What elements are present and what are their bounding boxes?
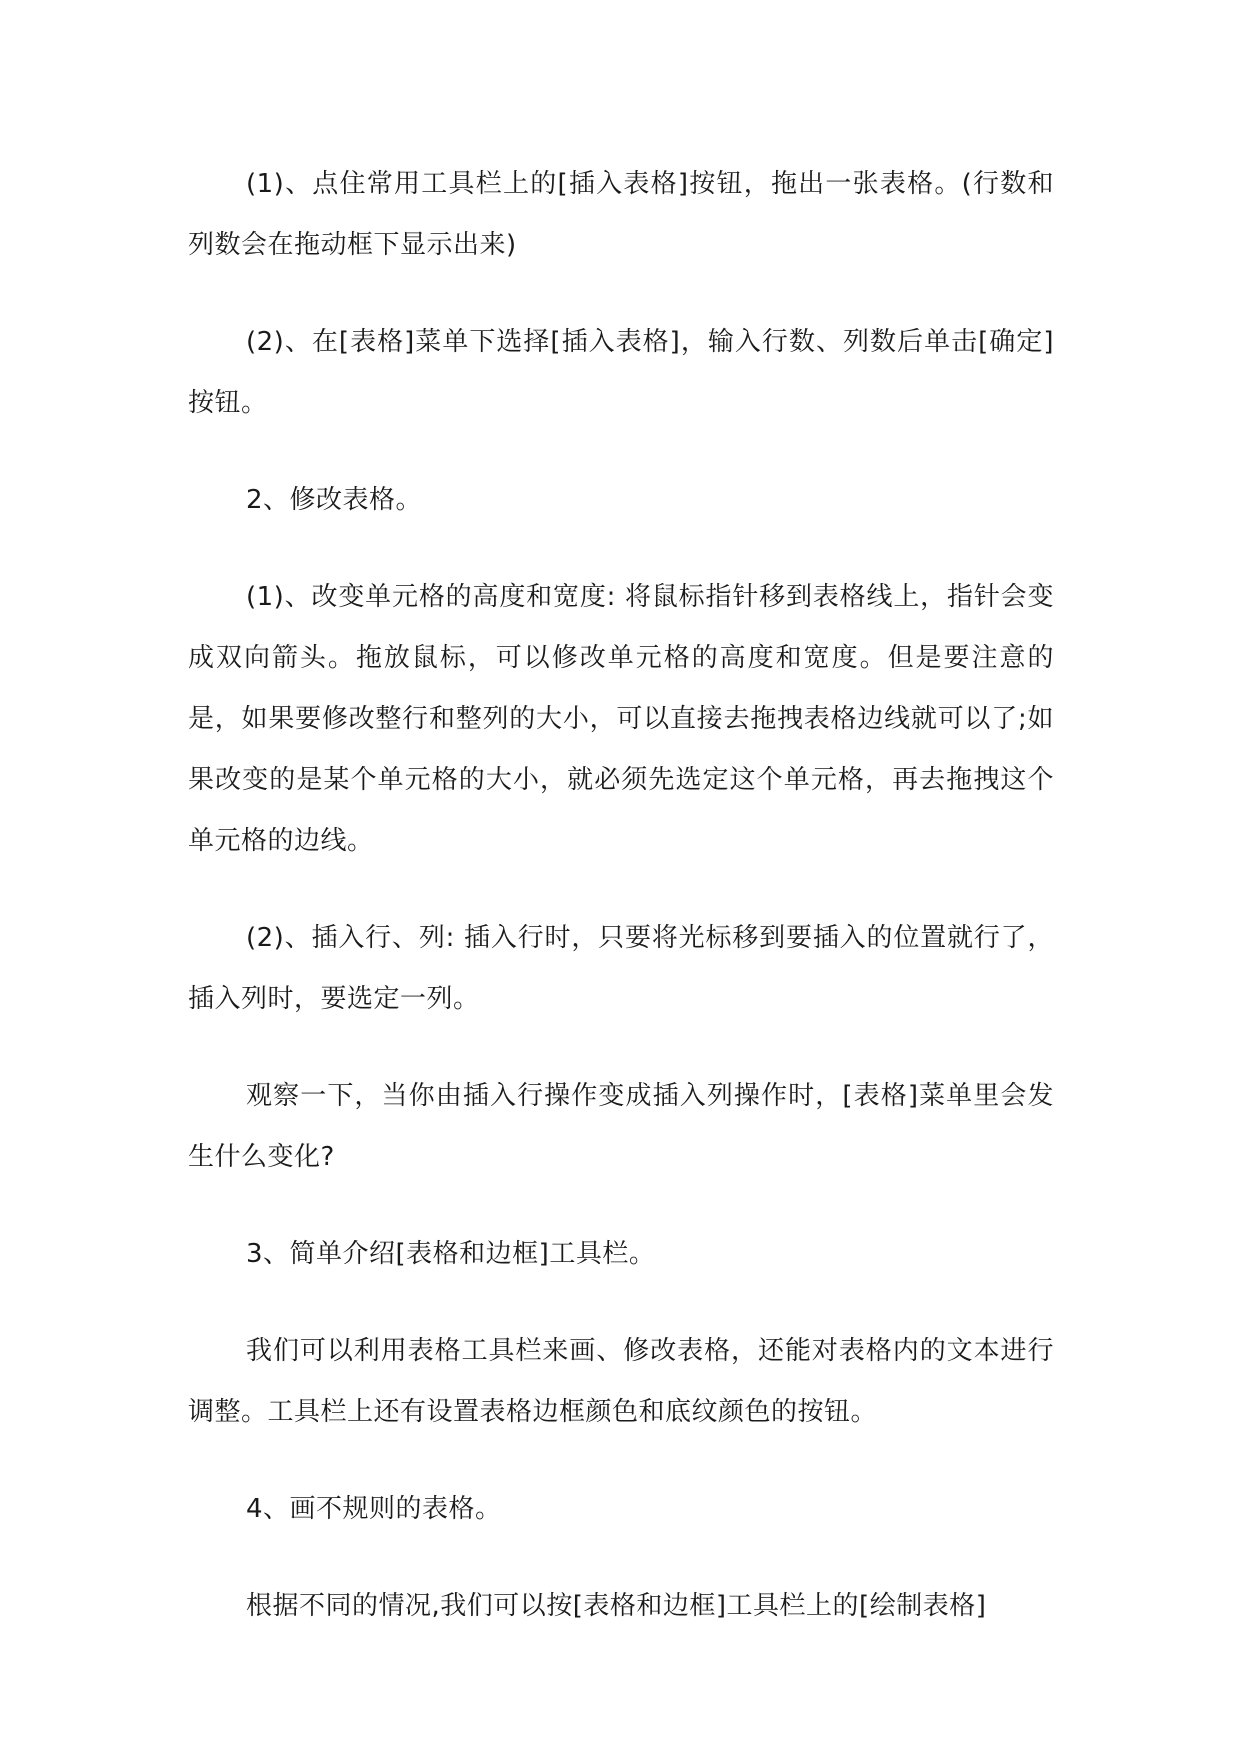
paragraph-observe-menu: 观察一下，当你由插入行操作变成插入列操作时，[表格]菜单里会发生什么变化? xyxy=(188,1081,1054,1172)
document-page xyxy=(188,154,1054,1673)
heading-modify-table: 2、修改表格。 xyxy=(246,485,423,515)
paragraph-draw-table: 根据不同的情况,我们可以按[表格和边框]工具栏上的[绘制表格] xyxy=(246,1591,987,1621)
paragraph-insert-table-menu: (2)、在[表格]菜单下选择[插入表格]，输入行数、列数后单击[确定]按钮。 xyxy=(188,327,1054,418)
paragraph-insert-table-toolbar: (1)、点住常用工具栏上的[插入表格]按钮，拖出一张表格。(行数和列数会在拖动框下显示出来) xyxy=(188,169,1054,260)
paragraph-toolbar-usage: 我们可以利用表格工具栏来画、修改表格，还能对表格内的文本进行调整。工具栏上还有设置表格边框颜色和底纹颜色的按钮。 xyxy=(188,1336,1054,1427)
heading-irregular-table: 4、画不规则的表格。 xyxy=(246,1494,502,1524)
paragraph-resize-cells: (1)、改变单元格的高度和宽度: 将鼠标指针移到表格线上，指针会变成双向箭头。拖放鼠标，可以修改单元格的高度和宽度。但是要注意的是，如果要修改整行和整列的大小，可以直接去拖拽表格边线就可以了;如果改变的是某个单元格的大小，就必须先选定这个单元格，再去拖拽这个单元格的边线。 xyxy=(188,582,1054,856)
heading-tables-borders-toolbar: 3、简单介绍[表格和边框]工具栏。 xyxy=(246,1239,656,1269)
paragraph-insert-rows-columns: (2)、插入行、列: 插入行时，只要将光标移到要插入的位置就行了，插入列时，要选定一列。 xyxy=(188,923,1054,1014)
